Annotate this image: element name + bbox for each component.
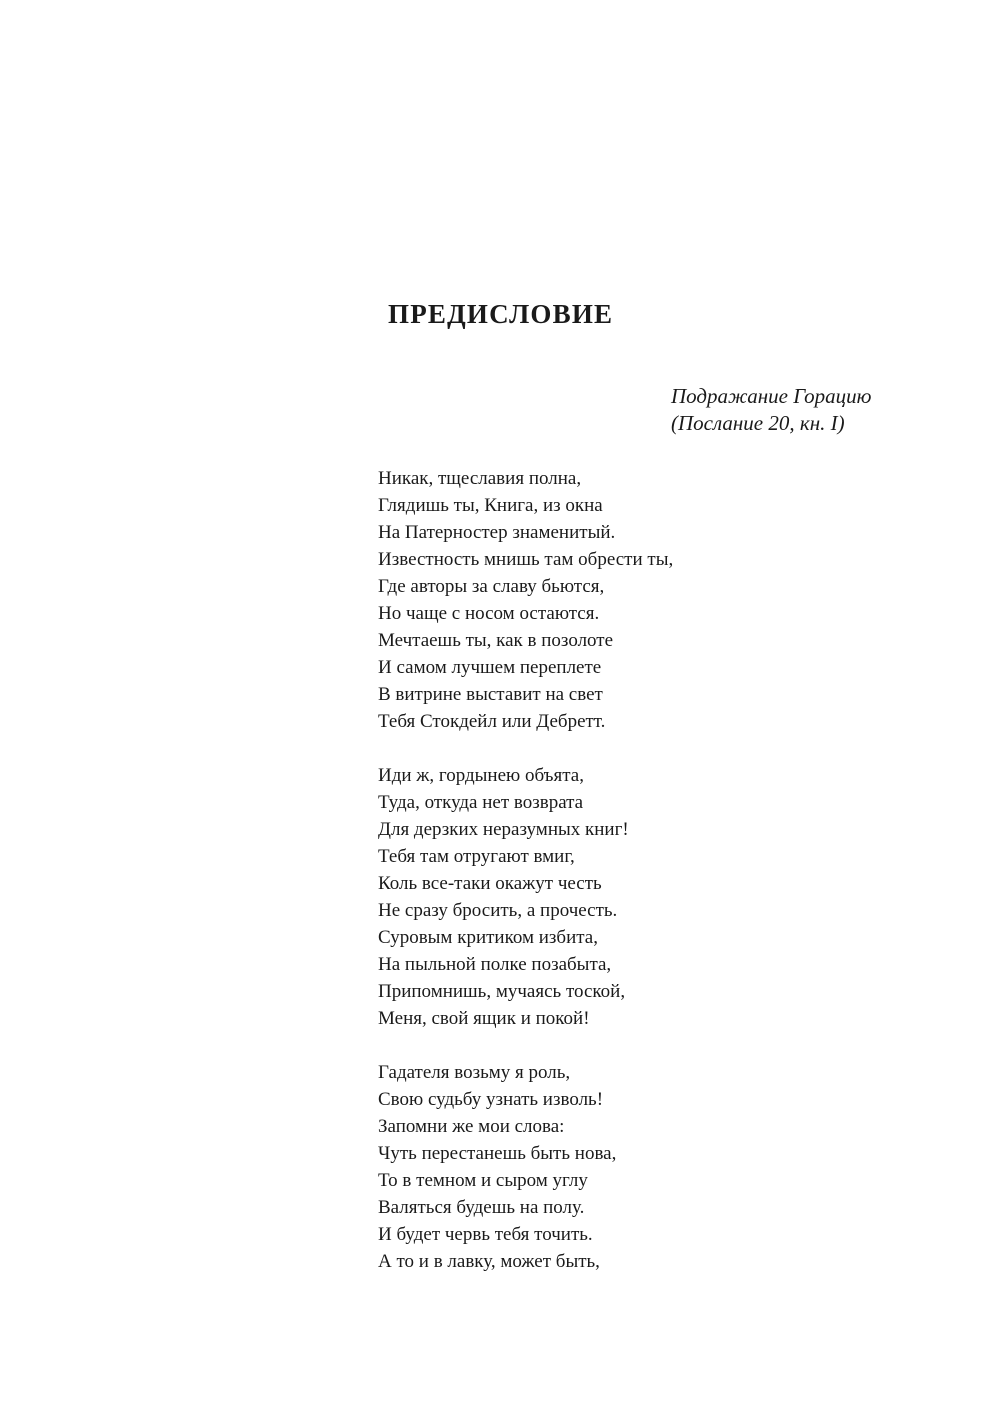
verse-line: Чуть перестанешь быть нова, (378, 1143, 617, 1164)
verse-line: Запомни же мои слова: (378, 1116, 565, 1137)
verse-line: Коль все-таки окажут честь (378, 873, 602, 894)
verse-line: Тебя Стокдейл или Дебретт. (378, 711, 606, 732)
epigraph-line-1: Подражание Горацию (671, 384, 872, 408)
verse-line: Где авторы за славу бьются, (378, 576, 605, 597)
poem (378, 465, 673, 1302)
verse-line: Суровым критиком избита, (378, 927, 598, 948)
verse-line: Но чаще с носом остаются. (378, 603, 600, 624)
epigraph-line-2: (Послание 20, кн. I) (671, 411, 845, 435)
verse-line: То в темном и сыром углу (378, 1170, 588, 1191)
verse-line: Известность мнишь там обрести ты, (378, 549, 674, 570)
verse-line: Тебя там отругают вмиг, (378, 846, 575, 867)
verse-line: Иди ж, гордынею объята, (378, 765, 584, 786)
chapter-title: ПРЕДИСЛОВИЕ (388, 299, 614, 329)
verse-line: В витрине выставит на свет (378, 684, 603, 705)
verse-line: Глядишь ты, Книга, из окна (378, 495, 603, 516)
verse-line: А то и в лавку, может быть, (378, 1251, 600, 1272)
verse-line: Для дерзких неразумных книг! (378, 819, 629, 840)
verse-line: Припомнишь, мучаясь тоской, (378, 981, 626, 1002)
verse-line: Туда, откуда нет возврата (378, 792, 584, 813)
stanza-2 (378, 762, 673, 1032)
verse-line: Мечтаешь ты, как в позолоте (378, 630, 614, 651)
verse-line: Никак, тщеславия полна, (378, 468, 582, 489)
verse-line: Валяться будешь на полу. (378, 1197, 585, 1218)
verse-line: Меня, свой ящик и покой! (378, 1008, 590, 1029)
verse-line: Гадателя возьму я роль, (378, 1062, 571, 1083)
verse-line: Не сразу бросить, а прочесть. (378, 900, 618, 921)
stanza-1 (378, 465, 673, 735)
epigraph (671, 383, 871, 437)
verse-line: И самом лучшем переплете (378, 657, 602, 678)
verse-line: На Патерностер знаменитый. (378, 522, 616, 543)
verse-line: Свою судьбу узнать изволь! (378, 1089, 604, 1110)
stanza-3 (378, 1059, 673, 1275)
verse-line: На пыльной полке позабыта, (378, 954, 612, 975)
verse-line: И будет червь тебя точить. (378, 1224, 593, 1245)
